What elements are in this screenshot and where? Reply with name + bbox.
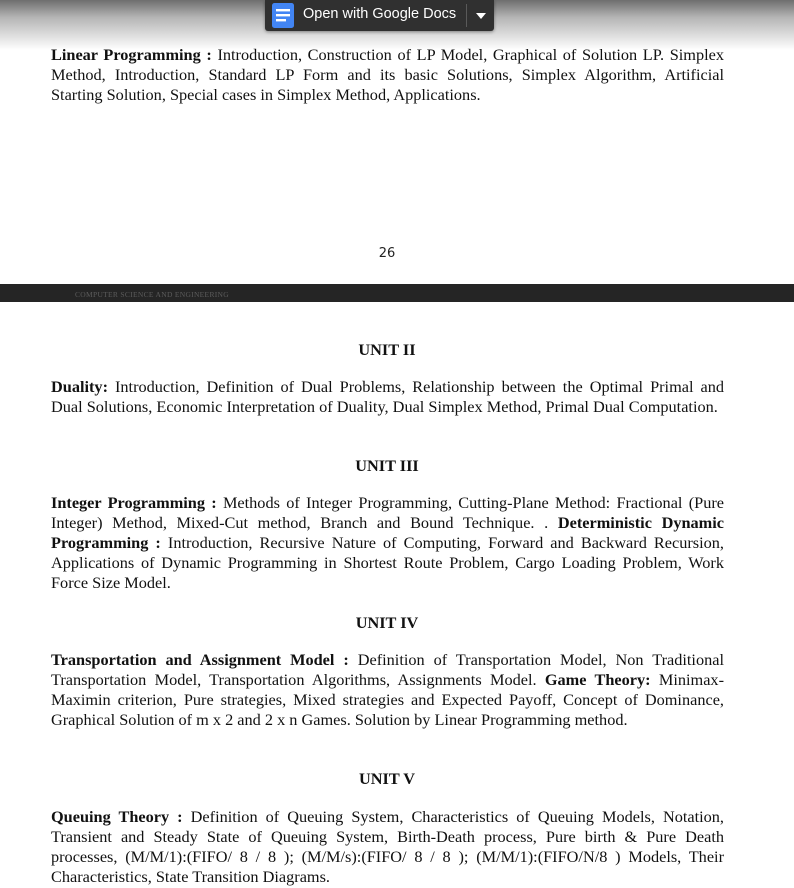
dynamic-programming-heading: Deterministic Dynamic Programming : [51,513,724,552]
google-docs-icon [271,3,295,28]
unit-v-title: UNIT V [359,769,415,788]
duality-body: Introduction, Definition of Dual Problems, Relationship between the Optimal Primal and Dual Solutions, Economic Interpretation of Duality, Dual Simplex Method, Primal Dual Computation. [51,377,724,416]
transportation-body: Definition of Transportation Model, Non Traditional Transportation Model, Transportation Algorithms, Assignments Model. [51,650,724,689]
unit-ii-title: UNIT II [358,340,416,359]
transportation-heading: Transportation and Assignment Model : [51,650,349,669]
queuing-theory-body: Definition of Queuing System, Characteristics of Queuing Models, Notation, Transient and Steady State of Queuing System, Birth-Death process, Pure birth & Pure Death processes, (M/M/1):(FIFO/ 8 / 8 ); (M/M/s):(FIFO/ 8 / 8 ); (M/M/1):(FIFO/N/8 ) Models, Their Characteristics, State Transition Diagrams. [51,807,724,886]
duality-heading: Duality: [51,377,108,396]
transportation-paragraph [51,650,724,730]
open-with-google-docs-button[interactable] [265,0,466,31]
page-number: 26 [378,246,396,261]
linear-programming-body: Introduction, Construction of LP Model, Graphical of Solution LP. Simplex Method, Introduction, Standard LP Form and its basic Solutions, Simplex Algorithm, Artificial Starting Solution, Special cases in Simplex Method, Applications. [51,45,724,104]
queuing-theory-paragraph [51,807,724,887]
linear-programming-paragraph [51,45,724,105]
integer-programming-paragraph [51,493,724,593]
page-2-header-left: COMPUTER SCIENCE AND ENGINEERING [75,290,229,299]
integer-programming-heading: Integer Programming : [51,493,217,512]
page-separator [0,284,794,302]
linear-programming-heading: Linear Programming : [51,45,212,64]
viewer-options-dropdown[interactable] [467,0,494,31]
unit-iii-title: UNIT III [355,456,419,475]
queuing-theory-heading: Queuing Theory : [51,807,183,826]
document-page-1 [0,0,794,284]
integer-programming-body: Methods of Integer Programming, Cutting-Plane Method: Fractional (Pure Integer) Method, Mixed-Cut method, Branch and Bound Technique. . [51,493,724,532]
dropdown-arrow-icon [476,13,486,19]
unit-iv-title: UNIT IV [355,613,419,632]
dynamic-programming-body: Introduction, Recursive Nature of Computing, Forward and Backward Recursion, Applications of Dynamic Programming in Shortest Route Problem, Cargo Loading Problem, Work Force Size Model. [51,533,724,592]
open-with-google-docs-bar [265,0,494,31]
open-with-google-docs-label: Open with Google Docs [303,6,457,22]
game-theory-heading: Game Theory: [544,670,651,689]
game-theory-body: Minimax-Maximin criterion, Pure strategies, Mixed strategies and Expected Payoff, Concept of Dominance, Graphical Solution of m x 2 and 2 x n Games. Solution by Linear Programming method. [51,670,724,729]
duality-paragraph [51,377,724,417]
